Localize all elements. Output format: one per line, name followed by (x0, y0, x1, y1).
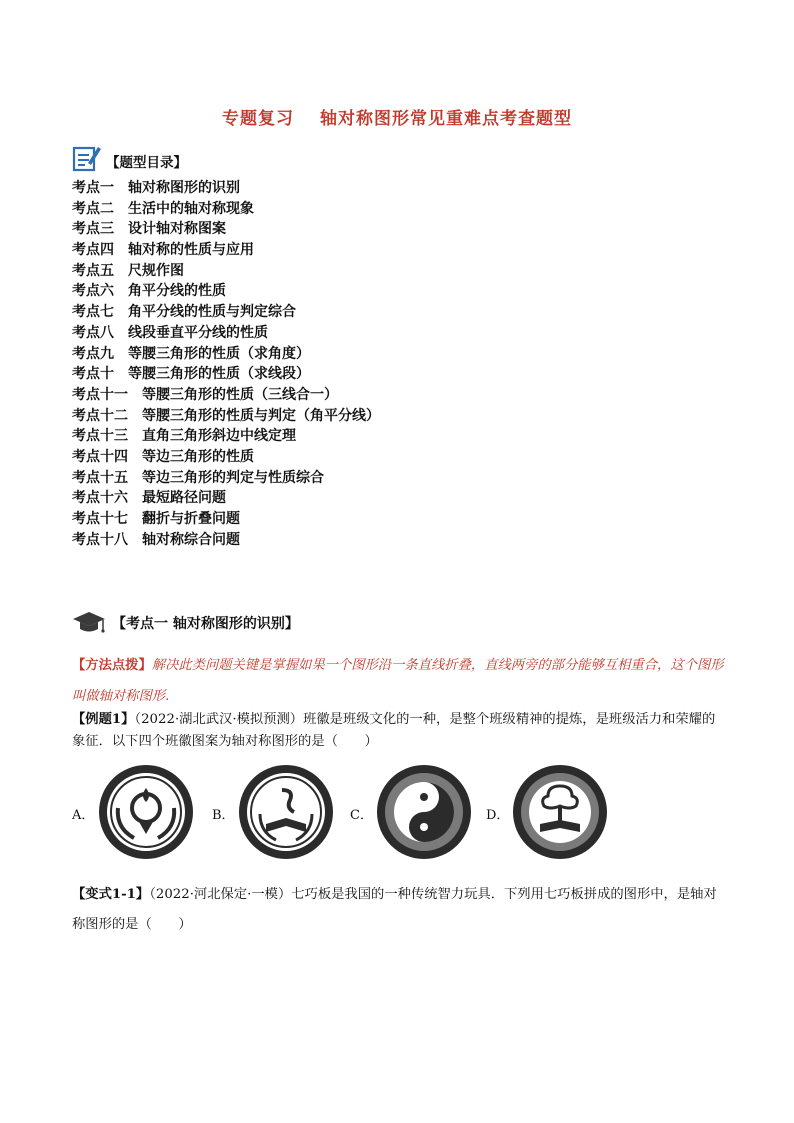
toc-item: 考点十二 等腰三角形的性质与判定（角平分线） (72, 407, 380, 424)
torch-laurel-badge-icon (96, 762, 196, 862)
toc-item: 考点十八 轴对称综合问题 (72, 531, 240, 548)
toc-item: 考点十四 等边三角形的性质 (72, 448, 254, 465)
toc-item: 考点十 等腰三角形的性质（求线段） (72, 366, 310, 383)
toc-item: 考点二 生活中的轴对称现象 (72, 200, 254, 217)
title-part1: 专题复习 (222, 109, 294, 129)
option-a-letter: A． (72, 808, 95, 823)
example-label: 【例题1】 (72, 712, 135, 727)
document-title (0, 104, 794, 129)
variant-text: （2022·河北保定·一模）七巧板是我国的一种传统智力玩具．下列用七巧板拼成的图形中，是轴对称图形的是（ ） (72, 887, 717, 932)
section-heading-label: 【考点一 轴对称图形的识别】 (112, 616, 299, 632)
option-d-letter: D． (486, 808, 510, 823)
answer-options (72, 762, 632, 862)
option-c-letter: C． (350, 808, 373, 823)
graduation-cap-icon (72, 611, 106, 635)
toc-item: 考点十七 翻折与折叠问题 (72, 511, 240, 527)
toc-item: 考点五 尺规作图 (72, 262, 184, 279)
toc-list (72, 178, 380, 550)
variant-1-1 (72, 880, 724, 940)
toc-heading-label: 【题型目录】 (106, 155, 187, 171)
option-b-letter: B． (212, 808, 235, 823)
method-label: 【方法点拨】 (72, 658, 152, 673)
toc-item: 考点十六 最短路径问题 (72, 490, 226, 507)
notepad-pencil-icon (72, 143, 102, 173)
toc-item: 考点三 设计轴对称图案 (72, 221, 226, 238)
swan-book-badge-icon (236, 762, 336, 862)
toc-heading (72, 143, 187, 173)
toc-item: 考点十一 等腰三角形的性质（三线合一） (72, 386, 338, 403)
toc-item: 考点一 轴对称图形的识别 (72, 180, 240, 196)
toc-item: 考点十三 直角三角形斜边中线定理 (72, 428, 296, 445)
section-heading (72, 611, 299, 635)
yin-yang-badge-icon (374, 762, 474, 862)
tree-book-badge-icon (510, 762, 610, 862)
method-tip (72, 650, 724, 712)
toc-item: 考点六 角平分线的性质 (72, 283, 226, 300)
example-1 (72, 709, 724, 753)
method-text: 解决此类问题关键是掌握如果一个图形沿一条直线折叠，直线两旁的部分能够互相重合，这个图形叫做轴对称图形. (72, 658, 724, 704)
toc-item: 考点八 线段垂直平分线的性质 (72, 324, 268, 341)
toc-item: 考点四 轴对称的性质与应用 (72, 242, 254, 259)
toc-item: 考点十五 等边三角形的判定与性质综合 (72, 469, 324, 486)
title-part2: 轴对称图形常见重难点考查题型 (320, 109, 572, 129)
example-text: （2022·湖北武汉·模拟预测）班徽是班级文化的一种，是整个班级精神的提炼，是班级活力和荣耀的象征．以下四个班徽图案为轴对称图形的是（ ） (72, 712, 716, 749)
toc-item: 考点九 等腰三角形的性质（求角度） (72, 345, 310, 362)
toc-item: 考点七 角平分线的性质与判定综合 (72, 304, 296, 321)
variant-label: 【变式1-1】 (72, 887, 150, 902)
